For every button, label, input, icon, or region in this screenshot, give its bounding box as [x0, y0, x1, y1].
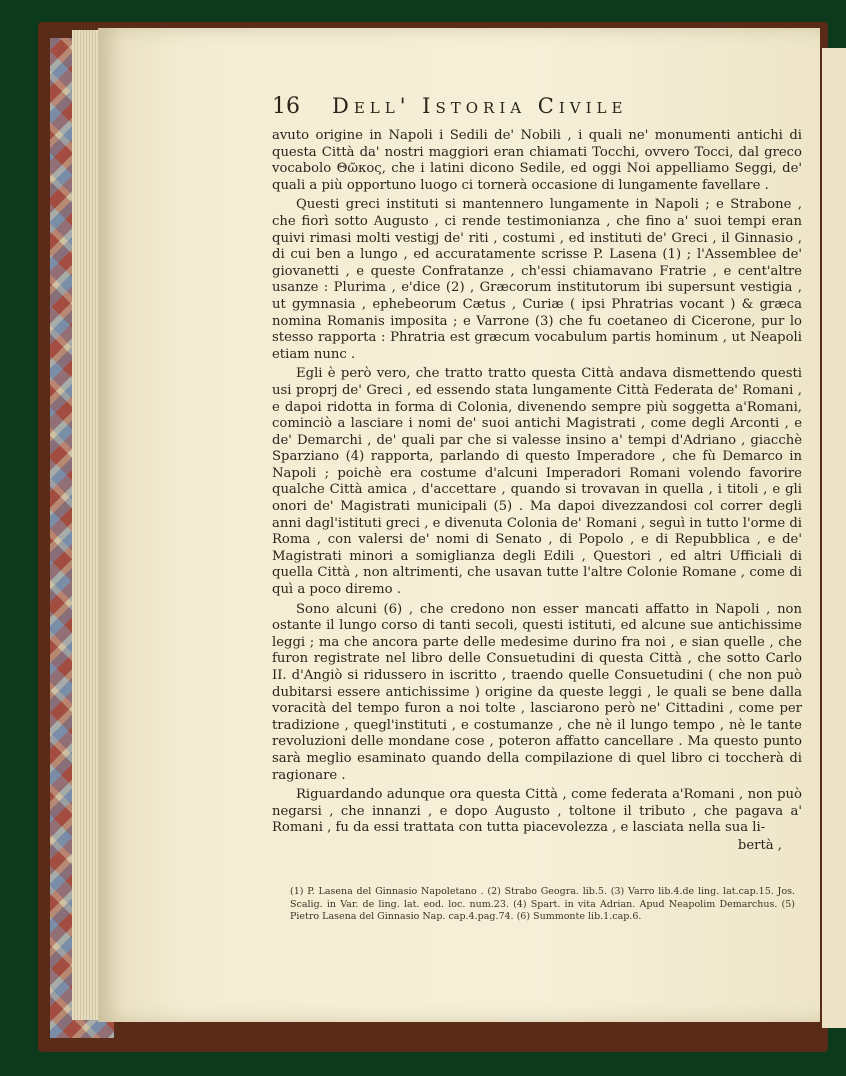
page-number: 16: [272, 94, 300, 119]
paragraph: avuto origine in Napoli i Sedili de' Nobili , i quali ne' monumenti antichi di questa Città da' nostri maggiori eran chiamati Tocchi, ovvero Tocci, dal greco vocabolo Θῶκος, che i latini dicono Sedile, ed oggi Noi appelliamo Seggi, de' quali a più opportuno luogo ci tornerà occasione di lungamente favellare .: [272, 128, 802, 193]
paragraph: Sono alcuni (6) , che credono non esser mancati affatto in Napoli , non ostante il lungo corso di tanti secoli, questi istituti, ed alcune sue antichissime leggi ; ma che ancora parte delle medesime durino fra noi , e sian quelle , che furon registrate nel libro delle Consuetudini di questa Città , che sotto Carlo II. d'Angiò si ridussero in iscritto , traendo quelle Consuetudini ( che non può dubitarsi essere antichissime ) origine da queste leggi , le quali se bene dalla voracità del tempo furon a noi tolte , lasciarono però ne' Cittadini , come per tradizione , quegl'instituti , e costumanze , che nè il lungo tempo , nè le tante revoluzioni delle mondane cose , poteron affatto cancellare . Ma questo punto sarà meglio esaminato quando della compilazione di quel libro ci toccherà di ragionare .: [272, 601, 802, 783]
facing-page-edge: [822, 48, 846, 1028]
page-text: [272, 94, 802, 855]
paragraph: Questi greci instituti si mantennero lungamente in Napoli ; e Strabone , che fiorì sotto Augusto , ci rende testimonianza , che fino a' suoi tempi eran quivi rimasi molti vestigj de' riti , costumi , ed instituti de' Greci , il Ginnasio , di cui ben a lungo , ed accuratamente scrisse P. Lasena (1) ; l'Assemblee de' giovanetti , e queste Confratanze , ch'essi chiamavano Fratrie , e cent'altre usanze : Plurima , e'dice (2) , Græcorum institutorum ibi supersunt vestigia , ut gymnasia , ephebeorum Cætus , Curiæ ( ipsi Phratrias vocant ) & græca nomina Romanis imposita ; e Varrone (3) che fu coetaneo di Cicerone, pur lo stesso rapporta : Phratria est græcum vocabulum partis hominum , ut Neapoli etiam nunc .: [272, 197, 802, 362]
running-title: Dell' Istoria Civile: [332, 94, 628, 118]
catchword: bertà ,: [737, 837, 782, 853]
paragraph: Egli è però vero, che tratto tratto questa Città andava dismettendo questi usi proprj de' Greci , ed essendo stata lungamente Città Federata de' Romani , e dapoi ridotta in forma di Colonia, divenendo sempre più soggetta a'Romani, cominciò a lasciare i nomi de' suoi antichi Magistrati , come degli Arconti , e de' Demarchi , de' quali par che si valesse insino a' tempi d'Adriano , giacchè Sparziano (4) rapporta, parlando di questo Imperadore , che fù Demarco in Napoli ; poichè era costume d'alcuni Imperadori Romani volendo favorire qualche Città amica , d'accettare , quando si trovavan in quella , i titoli , e gli onori de' Magistrati municipali (5) . Ma dapoi divezzandosi col correr degli anni dagl'istituti greci , e divenuta Colonia de' Romani , seguì in tutto l'orme di Roma , con valersi de' nomi di Senato , di Popolo , e di Repubblica , e de' Magistrati minori a somiglianza degli Edili , Questori , ed altri Ufficiali di quella Città , non altrimenti, che usavan tutte l'altre Colonie Romane , come di quì a poco diremo .: [272, 366, 802, 598]
footnotes: (1) P. Lasena del Ginnasio Napoletano . (2) Strabo Geogra. lib.5. (3) Varro lib.4.de ling. lat.cap.15. Jos. Scalig. in Var. de ling. lat. eod. loc. num.23. (4) Spart. in vita Adrian. Apud Neapolim Demarchus. (5) Pietro Lasena del Ginnasio Nap. cap.4.pag.74. (6) Summonte lib.1.cap.6.: [290, 886, 795, 922]
running-head: [272, 94, 802, 126]
paragraph: Riguardando adunque ora questa Città , come federata a'Romani , non può negarsi , che innanzi , e dopo Augusto , toltone il tributo , che pagava a' Romani , fu da essi trattata con tutta piacevolezza , e lasciata nella sua li-: [272, 787, 802, 836]
